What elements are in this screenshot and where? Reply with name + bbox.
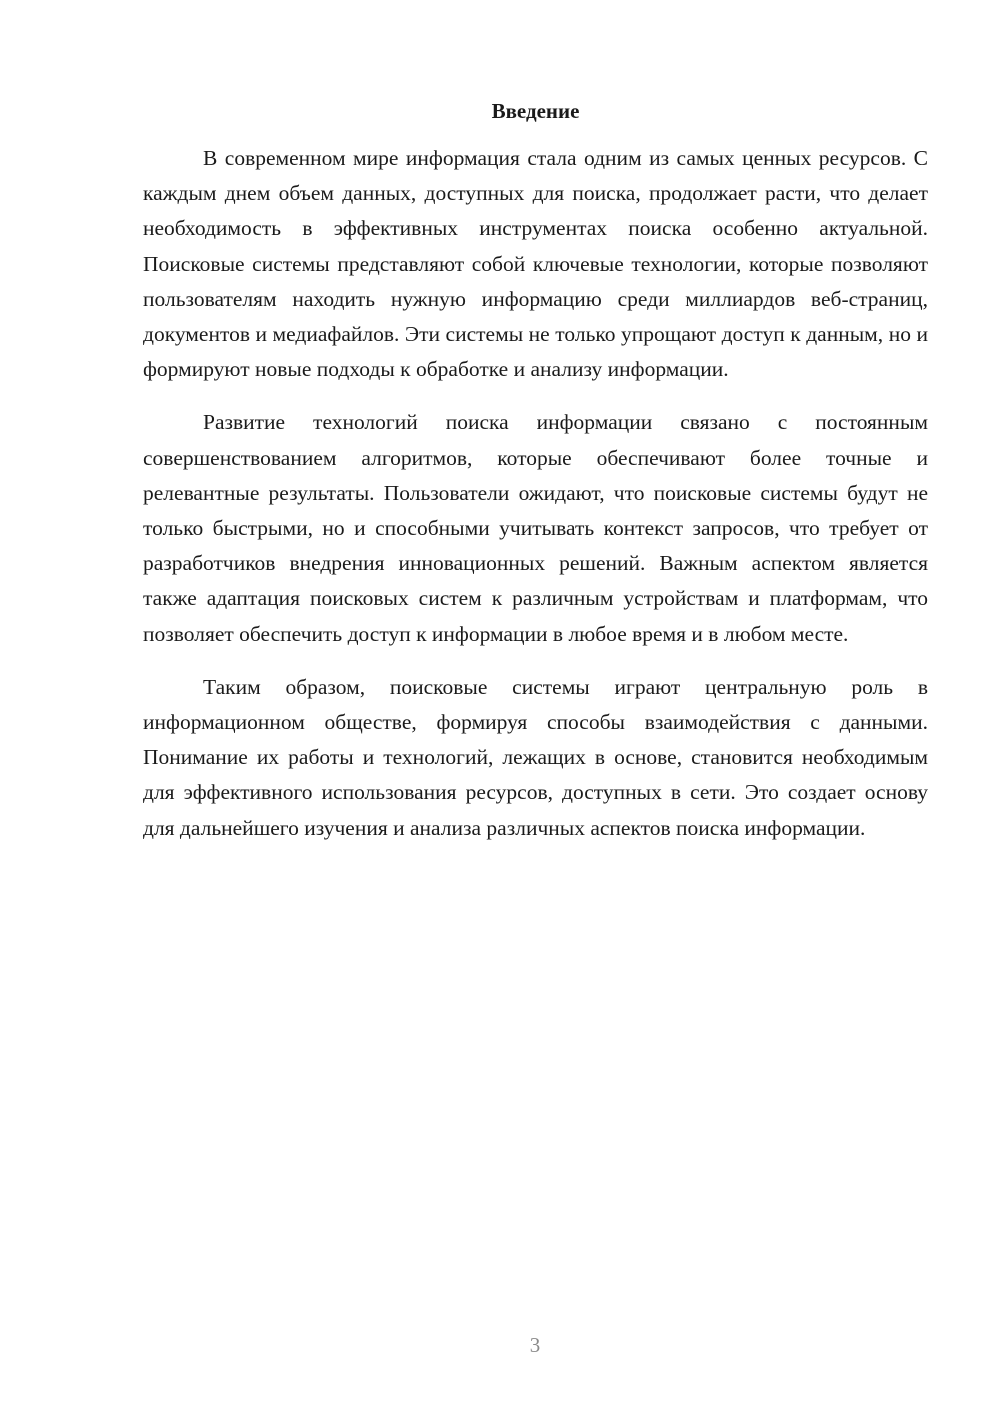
section-heading: Введение [491,99,580,123]
paragraph-3: Таким образом, поисковые системы играют центральную роль в информационном обществе, формируя способы взаимодействия с данными. Понимание их работы и технологий, лежащих в основе, становится необходимым для эффективного использования ресурсов, доступных в сети. Это создает основу для дальнейшего изучения и анализа различных аспектов поиска информации. [143,674,928,840]
paragraph-2: Развитие технологий поиска информации связано с постоянным совершенствованием алгоритмов, которые обеспечивают более точные и релевантные результаты. Пользователи ожидают, что поисковые системы будут не только быстрыми, но и способными учитывать контекст запросов, что требует от разработчиков внедрения инновационных решений. Важным аспектом является также адаптация поисковых систем к различным устройствам и платформам, что позволяет обеспечить доступ к информации в любое время и в любом месте. [143,410,928,646]
paragraph-1: В современном мире информация стала одним из самых ценных ресурсов. С каждым днем объем данных, доступных для поиска, продолжает расти, что делает необходимость в эффективных инструментах поиска особенно актуальной. Поисковые системы представляют собой ключевые технологии, которые позволяют пользователям находить нужную информацию среди миллиардов веб-страниц, документов и медиафайлов. Эти системы не только упрощают доступ к данным, но и формируют новые подходы к обработке и анализу информации. [143,146,928,382]
page-content [143,93,928,864]
page-number: 3 [529,1333,541,1357]
